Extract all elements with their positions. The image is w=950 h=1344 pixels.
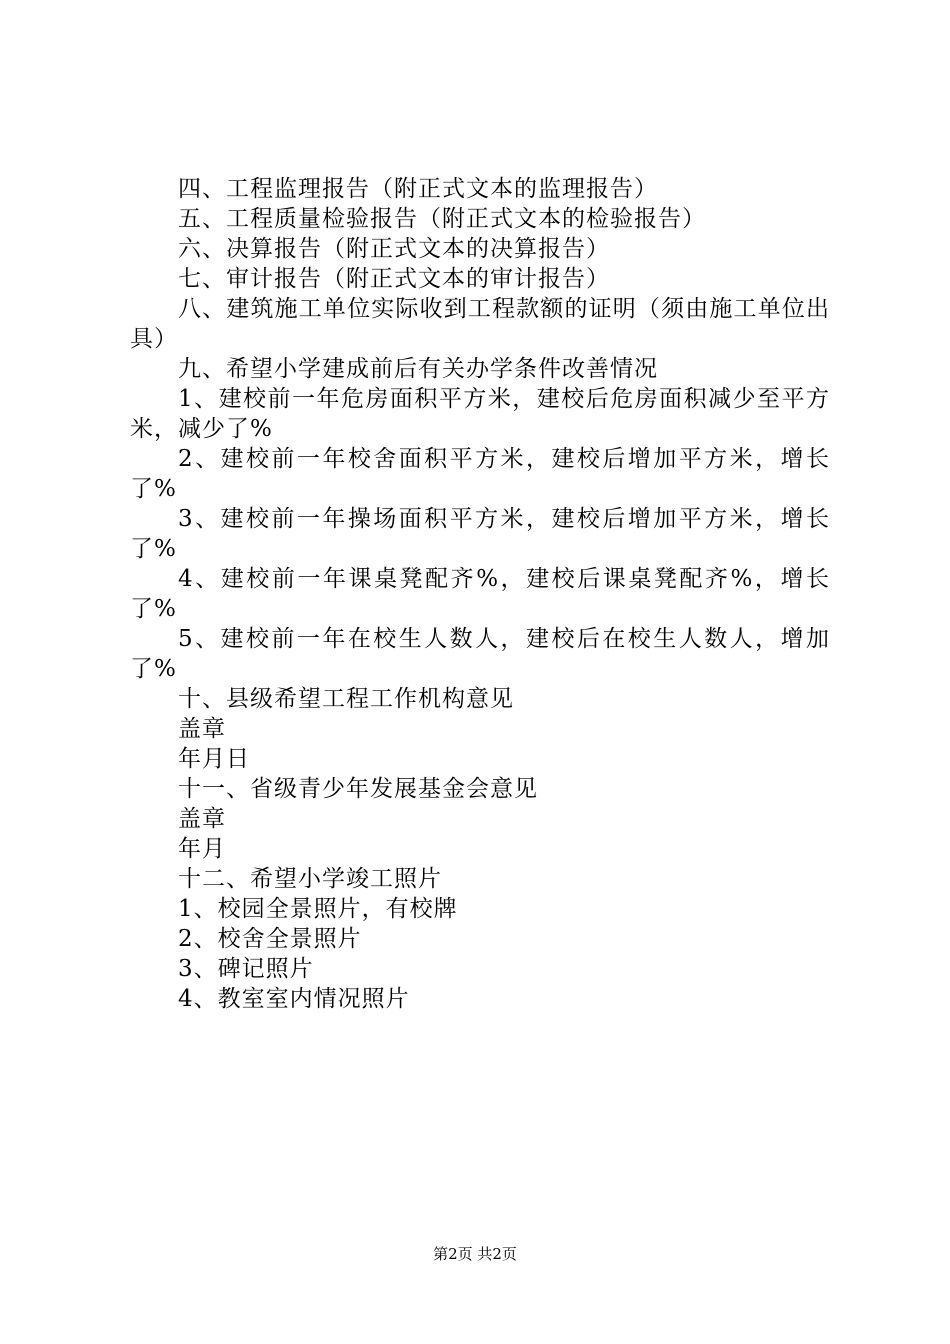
paragraph-item-12-2: 2、校舍全景照片 xyxy=(178,926,362,952)
paragraph-item-12-1: 1、校园全景照片，有校牌 xyxy=(178,896,458,922)
page-number-label: 第2页 共2页 xyxy=(433,1245,517,1263)
paragraph-seal-10: 盖章 xyxy=(178,716,226,742)
paragraph-section-4: 四、工程监理报告（附正式文本的监理报告） xyxy=(178,176,658,202)
paragraph-section-7: 七、审计报告（附正式文本的审计报告） xyxy=(178,266,610,292)
paragraph-item-9-3: 3、建校前一年操场面积平方米，建校后增加平方米，增长了% xyxy=(130,506,830,562)
paragraph-section-9: 九、希望小学建成前后有关办学条件改善情况 xyxy=(178,356,658,382)
page-footer xyxy=(0,1244,950,1264)
paragraph-section-12: 十二、希望小学竣工照片 xyxy=(178,866,442,892)
paragraph-section-6: 六、决算报告（附正式文本的决算报告） xyxy=(178,236,610,262)
paragraph-item-9-4: 4、建校前一年课桌凳配齐%，建校后课桌凳配齐%，增长了% xyxy=(130,566,830,622)
paragraph-item-12-4: 4、教室室内情况照片 xyxy=(178,986,410,1012)
document-body xyxy=(130,174,830,1014)
paragraph-section-10: 十、县级希望工程工作机构意见 xyxy=(178,686,514,712)
paragraph-item-9-2: 2、建校前一年校舍面积平方米，建校后增加平方米，增长了% xyxy=(130,446,830,502)
paragraph-item-9-1: 1、建校前一年危房面积平方米，建校后危房面积减少至平方米，减少了% xyxy=(130,386,830,442)
paragraph-date-10: 年月日 xyxy=(178,746,250,772)
paragraph-item-12-3: 3、碑记照片 xyxy=(178,956,314,982)
paragraph-section-8: 八、建筑施工单位实际收到工程款额的证明（须由施工单位出具） xyxy=(130,296,830,352)
paragraph-seal-11: 盖章 xyxy=(178,806,226,832)
paragraph-item-9-5: 5、建校前一年在校生人数人，建校后在校生人数人，增加了% xyxy=(130,626,830,682)
paragraph-section-5: 五、工程质量检验报告（附正式文本的检验报告） xyxy=(178,206,706,232)
paragraph-date-11: 年月 xyxy=(178,836,226,862)
paragraph-section-11: 十一、省级青少年发展基金会意见 xyxy=(178,776,538,802)
